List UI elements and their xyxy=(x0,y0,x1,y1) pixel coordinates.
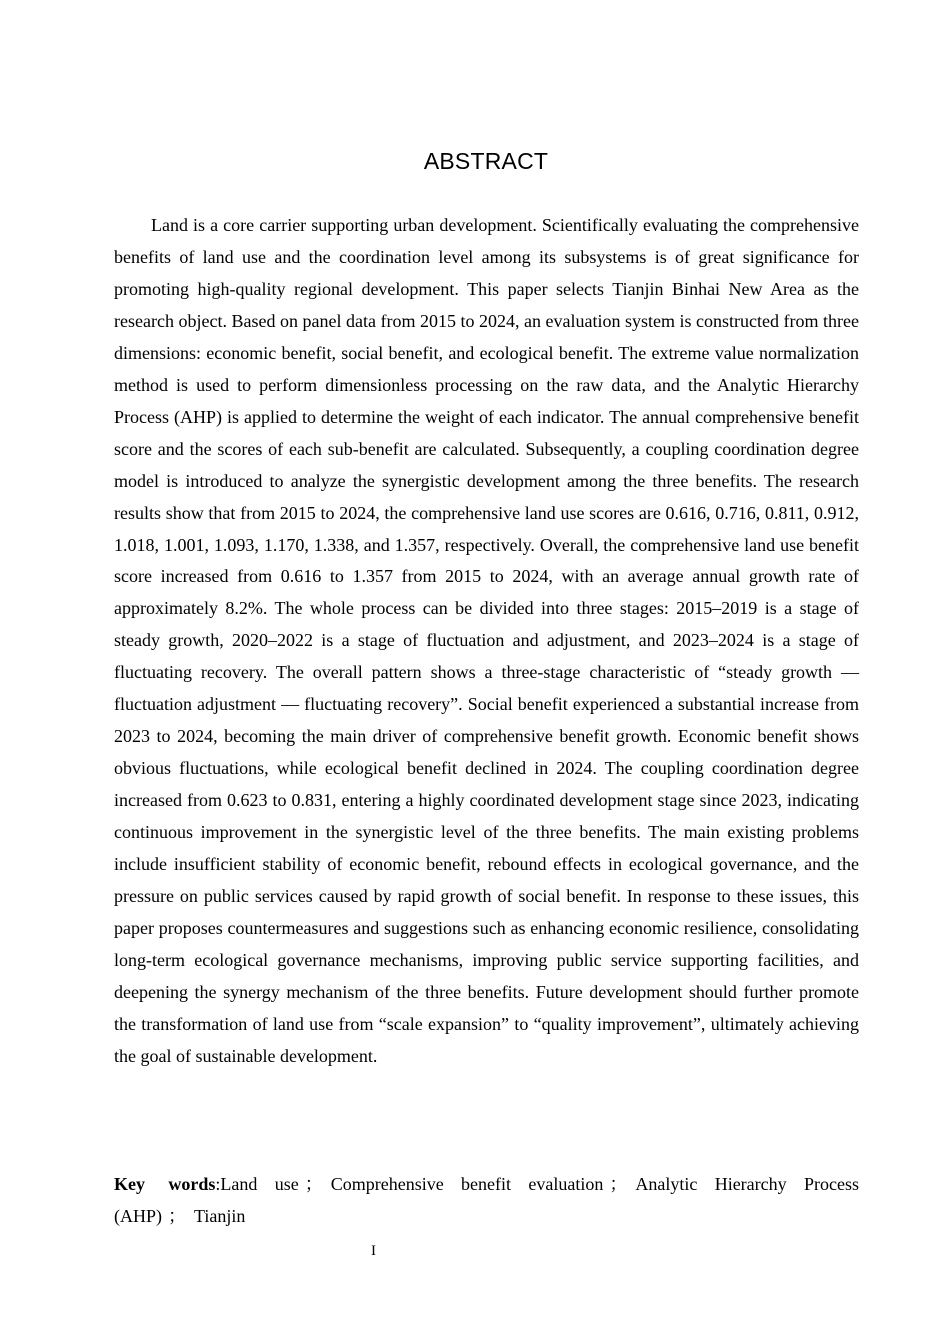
keyword-item: Tianjin xyxy=(194,1206,246,1226)
abstract-title: ABSTRACT xyxy=(423,148,549,174)
keyword-item: Comprehensive benefit evaluation xyxy=(330,1174,604,1194)
keywords-colon: : xyxy=(215,1174,221,1194)
keywords-line xyxy=(114,1168,859,1232)
keywords-label: Key words xyxy=(114,1174,216,1194)
keyword-separator: ； xyxy=(609,1174,628,1194)
keyword-separator: ； xyxy=(168,1206,186,1226)
keyword-item: Land use xyxy=(220,1174,299,1194)
keyword-item: Analytic Hierarchy Process (AHP) xyxy=(114,1174,860,1226)
abstract-body: Land is a core carrier supporting urban development. Scientifically evaluating the comprehensive benefits of land use and the coordination level among its subsystems is of great significance for promoting high-quality regional development. This paper selects Tianjin Binhai New Area as the research object. Based on panel data from 2015 to 2024, an evaluation system is constructed from three dimensions: economic benefit, social benefit, and ecological benefit. The extreme value normalization method is used to perform dimensionless processing on the raw data, and the Analytic Hierarchy Process (AHP) is applied to determine the weight of each indicator. The annual comprehensive benefit score and the scores of each sub-benefit are calculated. Subsequently, a coupling coordination degree model is introduced to analyze the synergistic development among the three benefits. The research results show that from 2015 to 2024, the comprehensive land use scores are 0.616, 0.716, 0.811, 0.912, 1.018, 1.001, 1.093, 1.170, 1.338, and 1.357, respectively. Overall, the comprehensive land use benefit score increased from 0.616 to 1.357 from 2015 to 2024, with an average annual growth rate of approximately 8.2%. The whole process can be divided into three stages: 2015–2019 is a stage of steady growth, 2020–2022 is a stage of fluctuation and adjustment, and 2023–2024 is a stage of fluctuating recovery. The overall pattern shows a three-stage characteristic of “steady growth — fluctuation adjustment — fluctuating recovery”. Social benefit experienced a substantial increase from 2023 to 2024, becoming the main driver of comprehensive benefit growth. Economic benefit shows obvious fluctuations, while ecological benefit declined in 2024. The coupling coordination degree increased from 0.623 to 0.831, entering a highly coordinated development stage since 2023, indicating continuous improvement in the synergistic level of the three benefits. The main existing problems include insufficient stability of economic benefit, rebound effects in ecological governance, and the pressure on public services caused by rapid growth of social benefit. In response to these issues, this paper proposes countermeasures and suggestions such as enhancing economic resilience, consolidating long-term ecological governance mechanisms, improving public service supporting facilities, and deepening the synergy mechanism of the three benefits. Future development should further promote the transformation of land use from “scale expansion” to “quality improvement”, ultimately achieving the goal of sustainable development. xyxy=(114,215,859,1066)
keyword-separator: ； xyxy=(304,1174,323,1194)
page-number: I xyxy=(371,1243,376,1259)
